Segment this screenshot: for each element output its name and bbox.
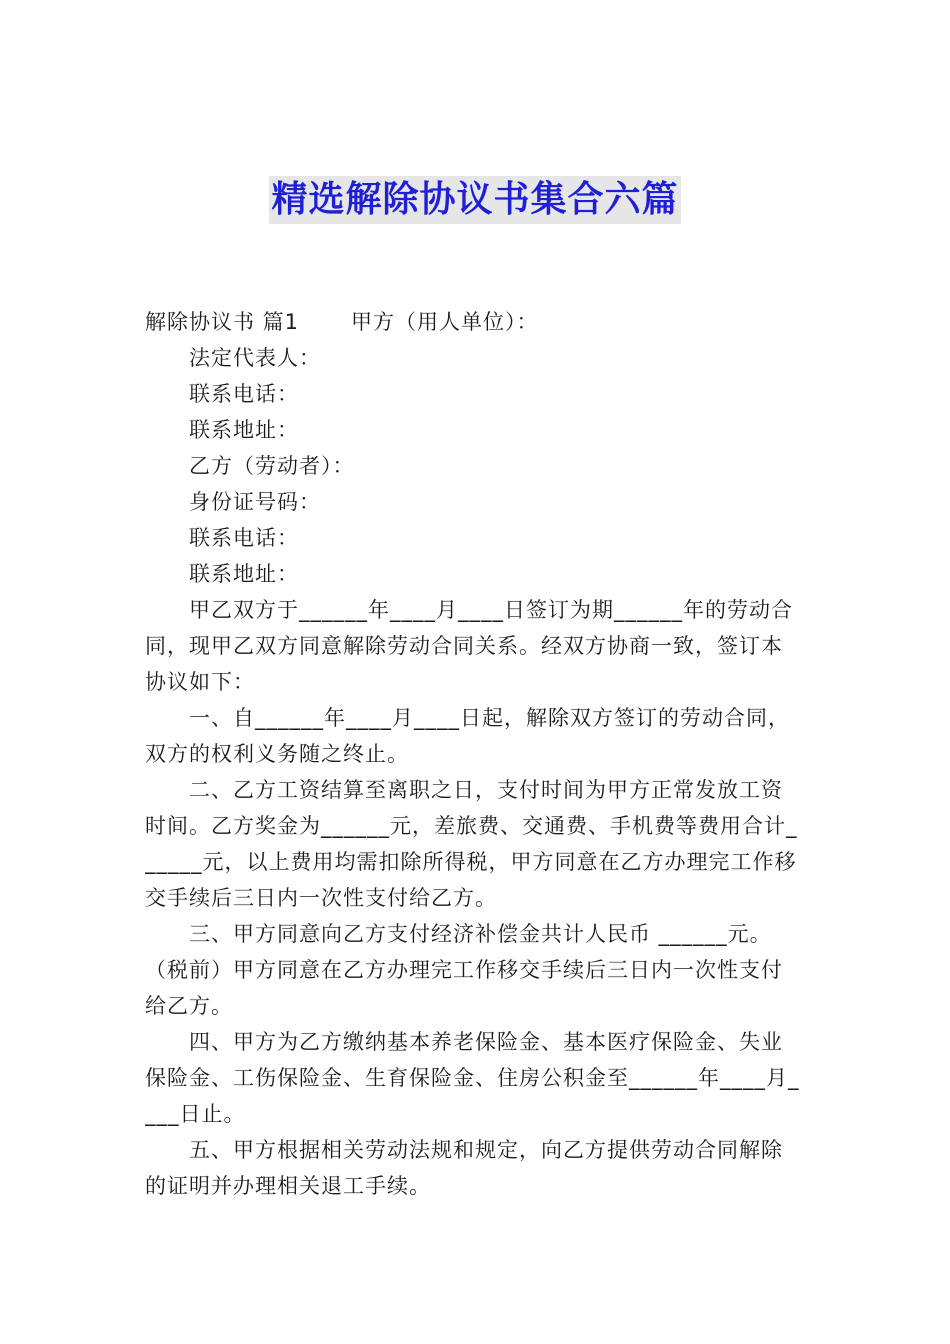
paragraph-line: 三、甲方同意向乙方支付经济补偿金共计人民币 ______元。: [189, 922, 772, 946]
paragraph-line: 交手续后三日内一次性支付给乙方。: [145, 886, 497, 910]
paragraph-line: 四、甲方为乙方缴纳基本养老保险金、基本医疗保险金、失业: [189, 1030, 783, 1054]
document-body: [145, 304, 810, 1204]
party-a-label: 甲方（用人单位）：: [351, 310, 539, 334]
paragraph-line: 的证明并办理相关退工手续。: [145, 1174, 431, 1198]
party-b-address-line: 联系地址：: [189, 562, 299, 586]
paragraph-line: 二、乙方工资结算至离职之日，支付时间为甲方正常发放工资: [189, 778, 783, 802]
paragraph-line: _____元，以上费用均需扣除所得税，甲方同意在乙方办理完工作移: [145, 850, 797, 874]
paragraph-line: ___日止。: [145, 1102, 246, 1126]
party-a-phone-line: 联系电话：: [189, 382, 299, 406]
paragraph-line: 时间。乙方奖金为______元，差旅费、交通费、手机费等费用合计_: [145, 814, 798, 838]
party-b-label-line: 乙方（劳动者）：: [189, 454, 355, 478]
id-number-line: 身份证号码：: [189, 490, 321, 514]
paragraph-line: （税前）甲方同意在乙方办理完工作移交手续后三日内一次性支付: [145, 958, 783, 982]
party-a-address-line: 联系地址：: [189, 418, 299, 442]
paragraph-line: 五、甲方根据相关劳动法规和规定，向乙方提供劳动合同解除: [189, 1138, 783, 1162]
paragraph-line: 甲乙双方于______年____月____日签订为期______年的劳动合: [189, 598, 793, 622]
paragraph-line: 双方的权利义务随之终止。: [145, 742, 409, 766]
first-line: [145, 304, 810, 340]
paragraph-line: 一、自______年____月____日起，解除双方签订的劳动合同，: [189, 706, 790, 730]
title-container: [0, 176, 950, 224]
paragraph-line: 协议如下：: [145, 670, 255, 694]
section-heading: 解除协议书 篇1: [145, 310, 300, 334]
document-title: 精选解除协议书集合六篇: [269, 176, 680, 224]
legal-representative-line: 法定代表人：: [189, 346, 321, 370]
paragraph-line: 保险金、工伤保险金、生育保险金、住房公积金至______年____月_: [145, 1066, 800, 1090]
paragraph-line: 给乙方。: [145, 994, 233, 1018]
party-b-phone-line: 联系电话：: [189, 526, 299, 550]
paragraph-line: 同，现甲乙双方同意解除劳动合同关系。经双方协商一致，签订本: [145, 634, 783, 658]
